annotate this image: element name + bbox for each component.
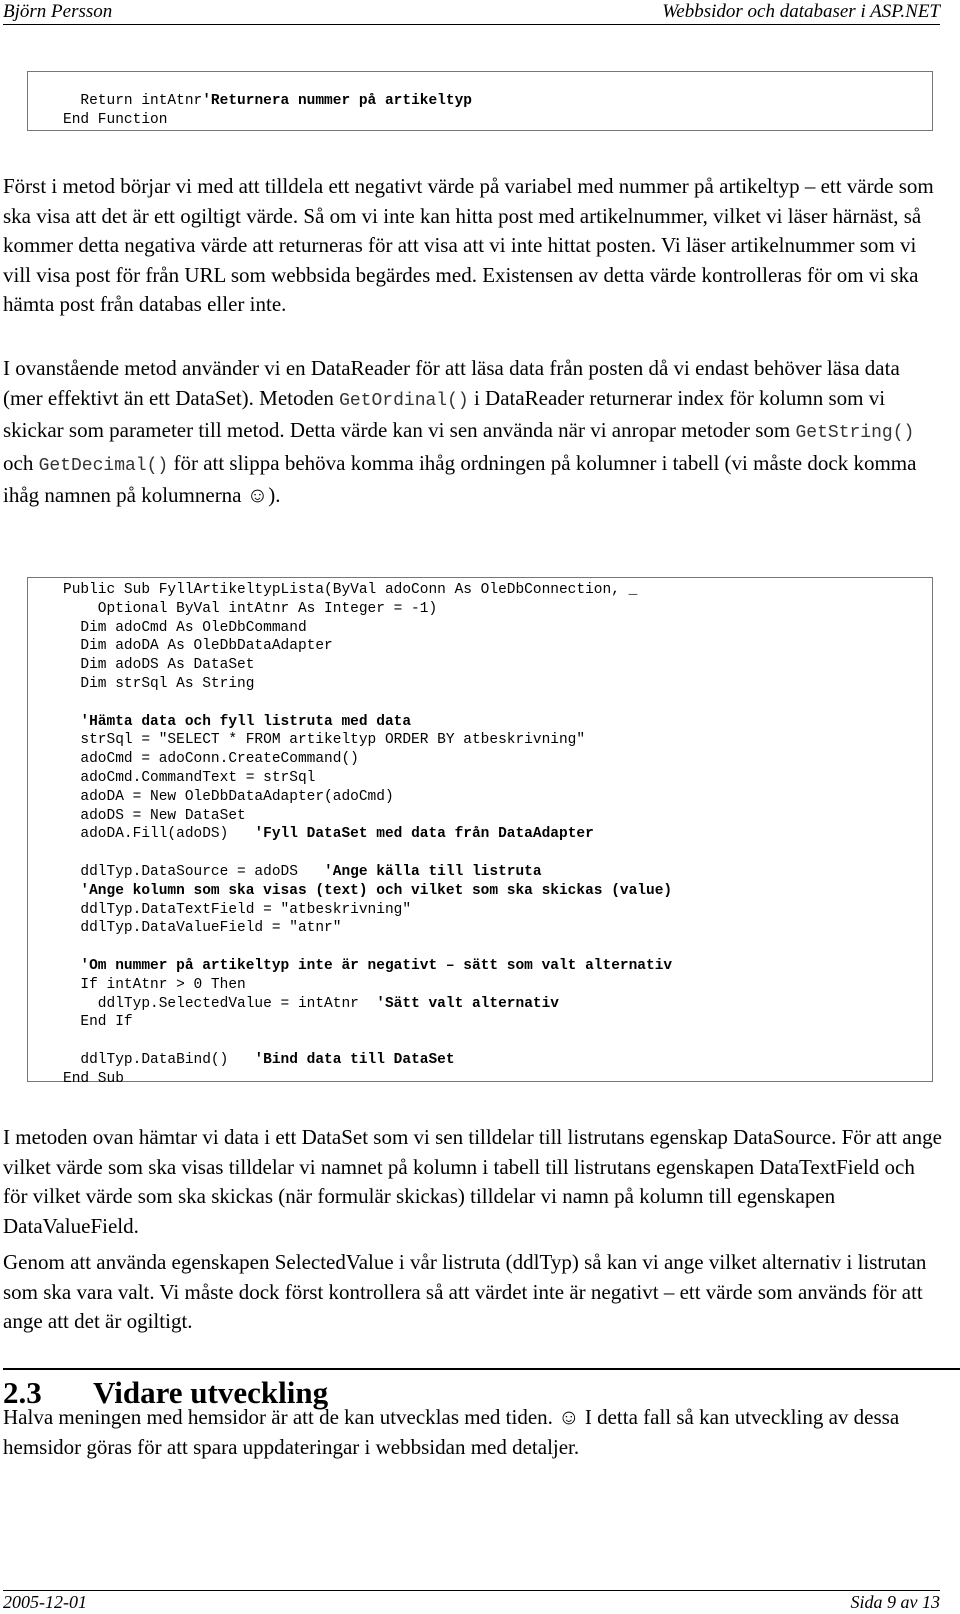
code-block-fyll-artikeltyp-lista: [27, 577, 933, 1087]
code-line: [63, 957, 932, 976]
code-line: [63, 600, 932, 619]
code-line: [63, 675, 932, 694]
paragraph-datareader: [3, 354, 943, 511]
code-line: [63, 619, 932, 638]
paragraph-datasource: I metoden ovan hämtar vi data i ett DataSet som vi sen tilldelar till listrutans egenskap DataSource. För att ange vilket värde som ska visas tilldelar vi namnet på kolumn i tabell till listrutans egenskapen DataTextField och för vilket värde som ska skickas (när formulär skickas) tilldelar vi namn på kolumn till egenskapen DataValueField.: [3, 1125, 942, 1238]
code-line: [63, 1032, 932, 1051]
code-line: [63, 111, 932, 130]
paragraph-text: I ovanstående metod använder vi en DataReader för att läsa data från posten då vi endast behöver läsa data (mer effektivt än ett DataSet). Metoden: [3, 356, 900, 410]
code-text: [63, 714, 80, 730]
code-line: [63, 844, 932, 863]
code-text: ddlTyp.DataValueField = "atnr": [63, 920, 342, 937]
code-line: [63, 92, 932, 111]
code-line: [63, 713, 932, 732]
code-comment: 'Sätt valt alternativ: [376, 995, 559, 1012]
code-line: [63, 1051, 932, 1070]
code-text: Dim adoDA As OleDbDataAdapter: [63, 638, 333, 655]
code-line: [63, 919, 932, 938]
inline-code-getdecimal: GetDecimal(): [38, 455, 169, 476]
paragraph-further-development: Halva meningen med hemsidor är att de kan utvecklas med tiden. ☺ I detta fall så kan utveckling av dessa hemsidor göras för att spara uppdateringar i webbsidan med detaljer.: [3, 1405, 900, 1459]
code-text: [63, 958, 80, 974]
inline-code-getstring: GetString(): [795, 423, 915, 443]
code-text: End Function: [63, 111, 168, 128]
code-comment: 'Ange kolumn som ska visas (text) och vilket som ska skickas (value): [80, 882, 673, 899]
code-comment: 'Om nummer på artikeltyp inte är negativt – sätt som valt alternativ: [80, 957, 673, 974]
code-text: adoDA = New OleDbDataAdapter(adoCmd): [63, 788, 394, 805]
section-title: Vidare utveckling: [93, 1375, 329, 1410]
code-line: [63, 788, 932, 807]
code-text: ddlTyp.DataTextField = "atbeskrivning": [63, 901, 412, 918]
code-line: [63, 769, 932, 788]
paragraph-text: i DataReader returnerar index för kolumn som vi skickar som parameter till metod. Detta värde kan vi sen använda när vi anropar metoder som: [3, 385, 886, 442]
code-line: [63, 1013, 932, 1032]
code-line: [63, 901, 932, 920]
header-author: Björn Persson: [3, 1, 113, 22]
code-line: [63, 637, 932, 656]
code-line: [63, 995, 932, 1014]
code-text: Dim strSql As String: [63, 675, 255, 692]
code-text: Dim adoCmd As OleDbCommand: [63, 619, 307, 636]
code-line: [63, 938, 932, 957]
footer-page-number: Sida 9 av 13: [850, 1592, 940, 1612]
code-text: Dim adoDS As DataSet: [63, 657, 255, 674]
code-line: [63, 1070, 932, 1089]
header-book-title: Webbsidor och databaser i ASP.NET: [662, 1, 940, 22]
code-text: Optional ByVal intAtnr As Integer = -1): [63, 600, 438, 617]
code-text: End Sub: [63, 1070, 124, 1087]
code-text: ddlTyp.DataBind(): [63, 1051, 255, 1068]
code-block-function-end: [27, 71, 933, 131]
code-comment: 'Fyll DataSet med data från DataAdapter: [254, 826, 594, 843]
code-text: ddlTyp.DataSource = adoDS: [63, 863, 325, 880]
code-text: adoDS = New DataSet: [63, 807, 246, 824]
code-text: Return intAtnr: [63, 93, 203, 109]
page-header: [3, 0, 940, 25]
section-number: 2.3: [3, 1375, 42, 1410]
code-text: adoDA.Fill(adoDS): [63, 826, 255, 843]
code-comment: 'Returnera nummer på artikeltyp: [202, 93, 472, 109]
paragraph-selectedvalue: Genom att använda egenskapen SelectedValue i vår listruta (ddlTyp) så kan vi ange vilket alternativ i listrutan som ska vara valt. Vi måste dock först kontrollera så att värdet inte är negativt – ett värde som används för att ange att det är ogiltigt.: [3, 1250, 927, 1333]
code-text: If intAtnr > 0 Then: [63, 976, 246, 993]
code-line: [63, 656, 932, 675]
paragraph-negative-value: Först i metod börjar vi med att tilldela ett negativt värde på variabel med nummer på artikeltyp – ett värde som ska visa att det är ett ogiltigt värde. Så om vi inte kan hitta post med artikelnummer, vilket vi läser härnäst, så kommer detta negativa värde att returneras för att visa att vi inte hittat posten. Vi läser artikelnummer som vi vill visa post för från URL som webbsida begärdes med. Existensen av detta värde kontrolleras för om vi ska hämta post från databas eller inte.: [3, 174, 934, 316]
page-footer: [3, 1590, 940, 1614]
code-text: strSql = "SELECT * FROM artikeltyp ORDER BY atbeskrivning": [63, 732, 586, 749]
paragraph-text: för att slippa behöva komma ihåg ordningen på kolumner i tabell (vi måste dock komma ihåg namnen på kolumnerna ☺).: [3, 450, 917, 507]
code-line: [63, 863, 932, 882]
code-line: [63, 825, 932, 844]
code-line: [63, 750, 932, 769]
code-comment: 'Hämta data och fyll listruta med data: [80, 713, 412, 730]
code-line: [63, 882, 932, 901]
code-line: [63, 976, 932, 995]
code-line: [63, 807, 932, 826]
inline-code-getordinal: GetOrdinal(): [339, 390, 469, 411]
footer-date: 2005-12-01: [3, 1592, 87, 1612]
code-text: adoCmd.CommandText = strSql: [63, 769, 316, 786]
code-line: [63, 694, 932, 713]
code-comment: 'Ange källa till listruta: [324, 863, 542, 880]
code-text: Public Sub FyllArtikeltypLista(ByVal adoConn As OleDbConnection, _: [63, 582, 638, 598]
code-text: ddlTyp.SelectedValue = intAtnr: [63, 995, 377, 1012]
paragraph-text: och: [3, 450, 39, 475]
code-text: adoCmd = adoConn.CreateCommand(): [63, 751, 359, 768]
code-line: [63, 581, 932, 600]
code-comment: 'Bind data till DataSet: [254, 1051, 455, 1068]
code-text: [63, 883, 80, 899]
code-text: End If: [63, 1014, 133, 1031]
code-line: [63, 731, 932, 750]
section-heading: [3, 1368, 960, 1410]
